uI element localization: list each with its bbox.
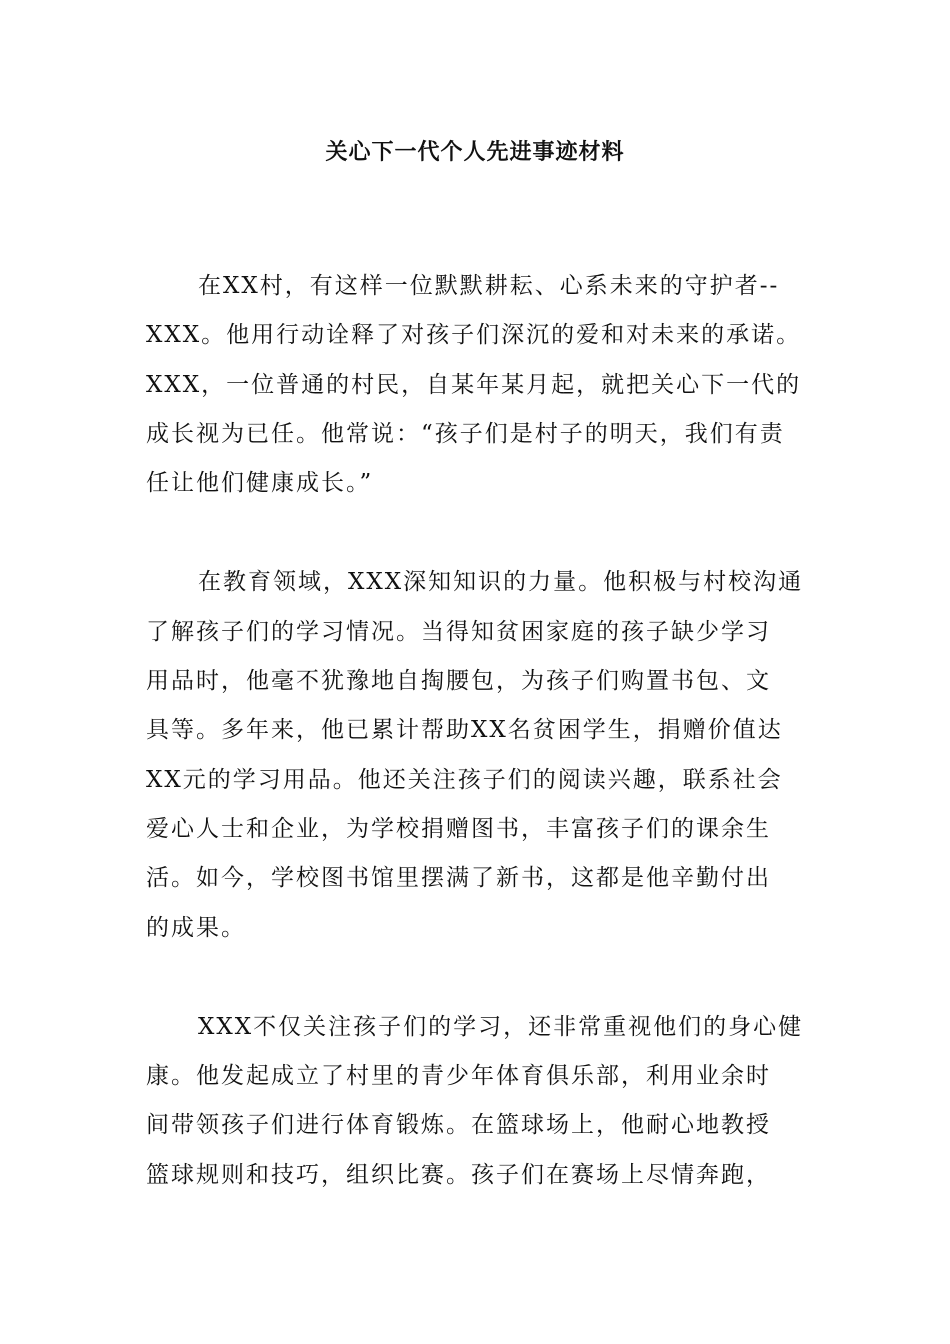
paragraph-line: 成长视为已任。他常说：“孩子们是村子的明天，我们有责	[146, 420, 785, 447]
paragraph-line: 用品时，他毫不犹豫地自掏腰包，为孩子们购置书包、文	[146, 668, 771, 695]
paragraph-line: 在教育领域，XXX深知知识的力量。他积极与村校沟通	[198, 569, 804, 596]
paragraph-line: 篮球规则和技巧，组织比赛。孩子们在赛场上尽情奔跑，	[146, 1161, 771, 1188]
paragraph-2	[146, 558, 802, 952]
paragraph-line: XX元的学习用品。他还关注孩子们的阅读兴趣，联系社会	[146, 766, 783, 793]
paragraph-line: XXX。他用行动诠释了对孩子们深沉的爱和对未来的承诺。	[146, 322, 802, 349]
paragraph-line: 康。他发起成立了村里的青少年体育俱乐部，利用业余时	[146, 1063, 771, 1090]
paragraph-line: XXX不仅关注孩子们的学习，还非常重视他们的身心健	[198, 1013, 804, 1040]
paragraph-line: 具等。多年来，他已累计帮助XX名贫困学生，捐赠价值达	[146, 717, 783, 744]
paragraph-line: 了解孩子们的学习情况。当得知贫困家庭的孩子缺少学习	[146, 618, 771, 645]
paragraph-1	[146, 262, 802, 508]
paragraph-line: XXX，一位普通的村民，自某年某月起，就把关心下一代的	[146, 371, 802, 398]
paragraph-line: 间带领孩子们进行体育锻炼。在篮球场上，他耐心地教授	[146, 1112, 771, 1139]
paragraph-line: 任让他们健康成长。”	[146, 470, 374, 497]
document-title: 关心下一代个人先进事迹材料	[325, 139, 625, 165]
paragraph-3	[146, 1003, 802, 1200]
paragraph-line: 在XX村，有这样一位默默耕耘、心系未来的守护者--	[198, 273, 780, 299]
paragraph-line: 的成果。	[146, 914, 246, 941]
paragraph-line: 爱心人士和企业，为学校捐赠图书，丰富孩子们的课余生	[146, 815, 771, 842]
document-body	[146, 262, 802, 1250]
paragraph-line: 活。如今，学校图书馆里摆满了新书，这都是他辛勤付出	[146, 865, 771, 892]
